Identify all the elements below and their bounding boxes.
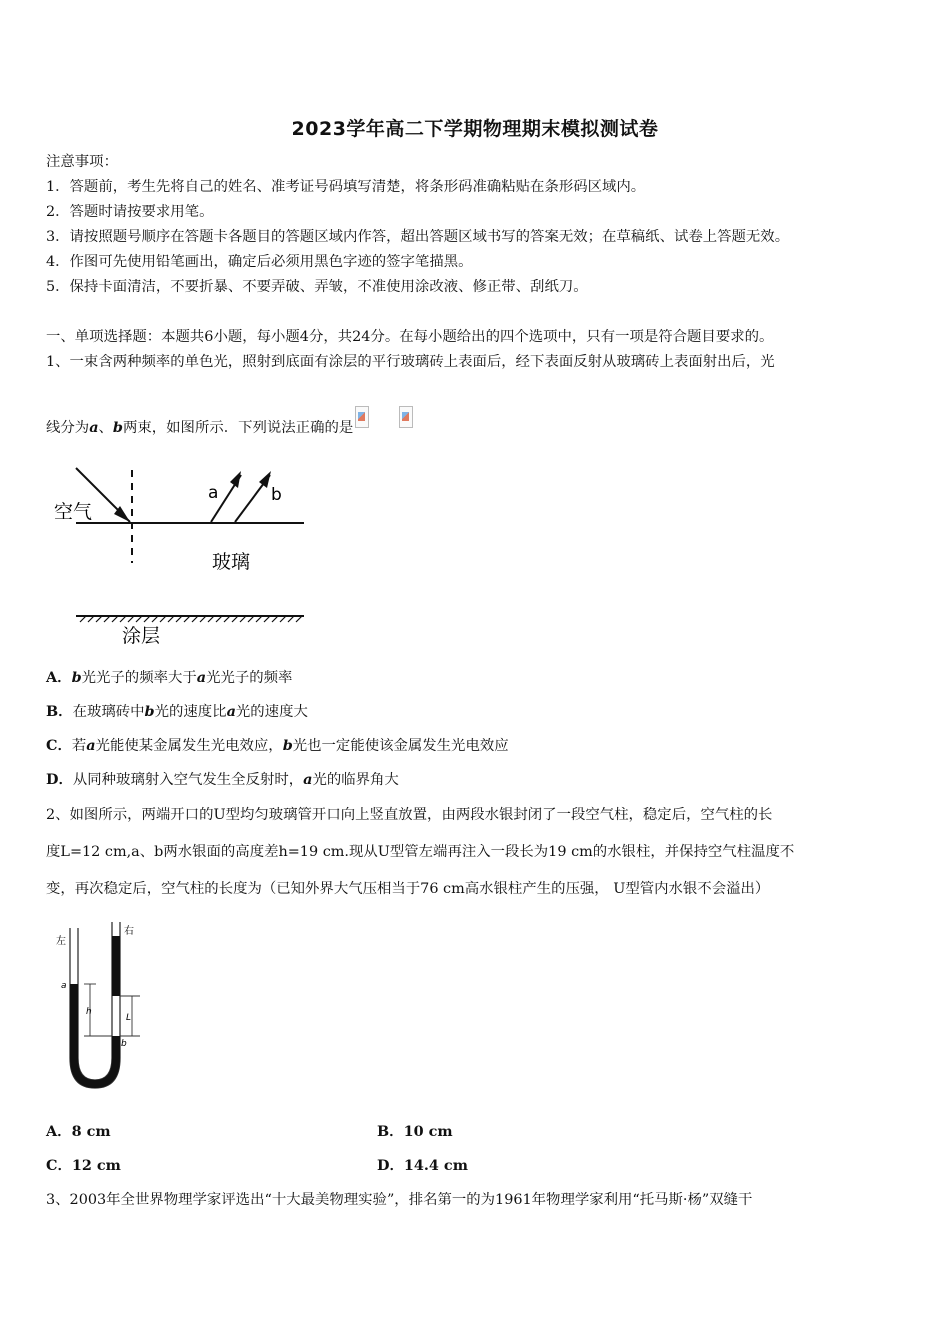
broken-image-icon <box>399 406 413 428</box>
option-text: 光也一定能使该金属发生光电效应 <box>292 738 509 754</box>
label-right: 右 <box>124 926 134 937</box>
q1-sep: 、 <box>98 420 113 436</box>
page-title: 2023学年高二下学期物理期末模拟测试卷 <box>291 118 659 140</box>
q1-option-d[interactable] <box>46 771 399 789</box>
option-label: D． <box>46 771 73 788</box>
q1-option-b[interactable] <box>46 703 308 721</box>
question-1-text-cont <box>46 414 413 437</box>
option-text: 14.4 cm <box>403 1157 468 1174</box>
arrow-icon <box>259 471 271 488</box>
option-var: b <box>144 703 155 720</box>
option-var: a <box>226 703 236 720</box>
q2-option-c[interactable] <box>46 1157 121 1175</box>
option-text: 8 cm <box>71 1123 111 1140</box>
q2-option-d[interactable] <box>377 1157 468 1175</box>
q2-option-a[interactable] <box>46 1123 111 1141</box>
option-text: 光的临界角大 <box>312 772 399 788</box>
label-glass: 玻璃 <box>212 551 251 573</box>
q2-figure <box>50 918 170 1100</box>
label-air: 空气 <box>54 501 93 523</box>
u-tube-inner <box>78 922 112 1080</box>
notice-item: 1．答题前，考生先将自己的姓名、准考证号码填写清楚，将条形码准确粘贴在条形码区域内。 <box>46 179 646 195</box>
option-label: A． <box>46 1123 72 1140</box>
notice-item: 3．请按照题号顺序在答题卡各题目的答题区域内作答，超出答题区域书写的答案无效；在草稿纸、试卷上答题无效。 <box>46 229 790 245</box>
option-text: 光光子的频率 <box>206 670 293 686</box>
q1-var-a: a <box>89 419 99 436</box>
option-label: D． <box>377 1157 404 1174</box>
notice-item: 5．保持卡面清洁，不要折暴、不要弄破、弄皱，不准使用涂改液、修正带、刮纸刀。 <box>46 279 588 295</box>
option-text: 若 <box>71 738 87 754</box>
option-var: a <box>196 669 207 686</box>
label-h: h <box>86 1007 92 1017</box>
label-l: L <box>126 1013 132 1023</box>
broken-image-icon <box>355 406 369 428</box>
option-text: 10 cm <box>403 1123 453 1140</box>
q1-option-c[interactable] <box>46 737 509 755</box>
option-label: C． <box>46 737 72 754</box>
option-label: A． <box>46 669 72 686</box>
option-text: 光光子的频率大于 <box>81 670 197 686</box>
option-text: 光的速度比 <box>154 704 227 720</box>
q1-var-b: b <box>112 419 123 436</box>
option-label: B． <box>46 703 73 720</box>
section-heading: 一、单项选择题：本题共6小题，每小题4分，共24分。在每小题给出的四个选项中，只有一项是符合题目要求的。 <box>46 329 774 345</box>
q1-text: 两束，如图所示．下列说法正确的是 <box>122 420 354 436</box>
question-2-text-cont: 度L=12 cm,a、b两水银面的高度差h=19 cm.现从U型管左端再注入一段长为19 cm的水银柱，并保持空气柱温度不 <box>46 844 795 860</box>
option-text: 光能使某金属发生光电效应， <box>95 738 283 754</box>
q1-text: 线分为 <box>46 420 90 436</box>
option-label: B． <box>377 1123 404 1140</box>
question-3-text: 3、2003年全世界物理学家评选出“十大最美物理实验”，排名第一的为1961年物理学家利用“托马斯·杨”双缝干 <box>46 1192 753 1208</box>
arrow-icon <box>230 471 241 488</box>
question-2-text: 2、如图所示，两端开口的U型均匀玻璃管开口向上竖直放置，由两段水银封闭了一段空气柱，稳定后，空气柱的长 <box>46 807 773 823</box>
q2-option-b[interactable] <box>377 1123 453 1141</box>
option-var: a <box>303 771 313 788</box>
q1-option-a[interactable] <box>46 669 292 687</box>
label-ray-a: a <box>208 483 219 503</box>
option-text: 在玻璃砖中 <box>72 704 145 720</box>
option-var: b <box>282 737 293 754</box>
notice-item: 4．作图可先使用铅笔画出，确定后必须用黑色字迹的签字笔描黑。 <box>46 254 473 270</box>
notice-item: 2．答题时请按要求用笔。 <box>46 204 214 220</box>
q1-figure <box>46 458 316 650</box>
label-a: a <box>61 981 67 991</box>
option-label: C． <box>46 1157 72 1174</box>
option-var: a <box>86 737 96 754</box>
label-coating: 涂层 <box>122 625 161 647</box>
label-left: 左 <box>56 936 66 947</box>
option-text: 12 cm <box>71 1157 121 1174</box>
label-ray-b: b <box>271 485 282 505</box>
option-text: 从同种玻璃射入空气发生全反射时， <box>72 772 304 788</box>
mercury-lower <box>74 984 116 1084</box>
question-1-text: 1、一束含两种频率的单色光，照射到底面有涂层的平行玻璃砖上表面后，经下表面反射从玻璃砖上表面射出后，光 <box>46 354 775 370</box>
option-var: b <box>71 669 82 686</box>
label-b: b <box>121 1039 127 1049</box>
notice-heading: 注意事项： <box>46 154 118 170</box>
question-2-text-cont: 变，再次稳定后，空气柱的长度为（已知外界大气压相当于76 cm高水银柱产生的压强， U型管内水银不会溢出） <box>46 881 770 897</box>
option-text: 光的速度大 <box>235 704 308 720</box>
